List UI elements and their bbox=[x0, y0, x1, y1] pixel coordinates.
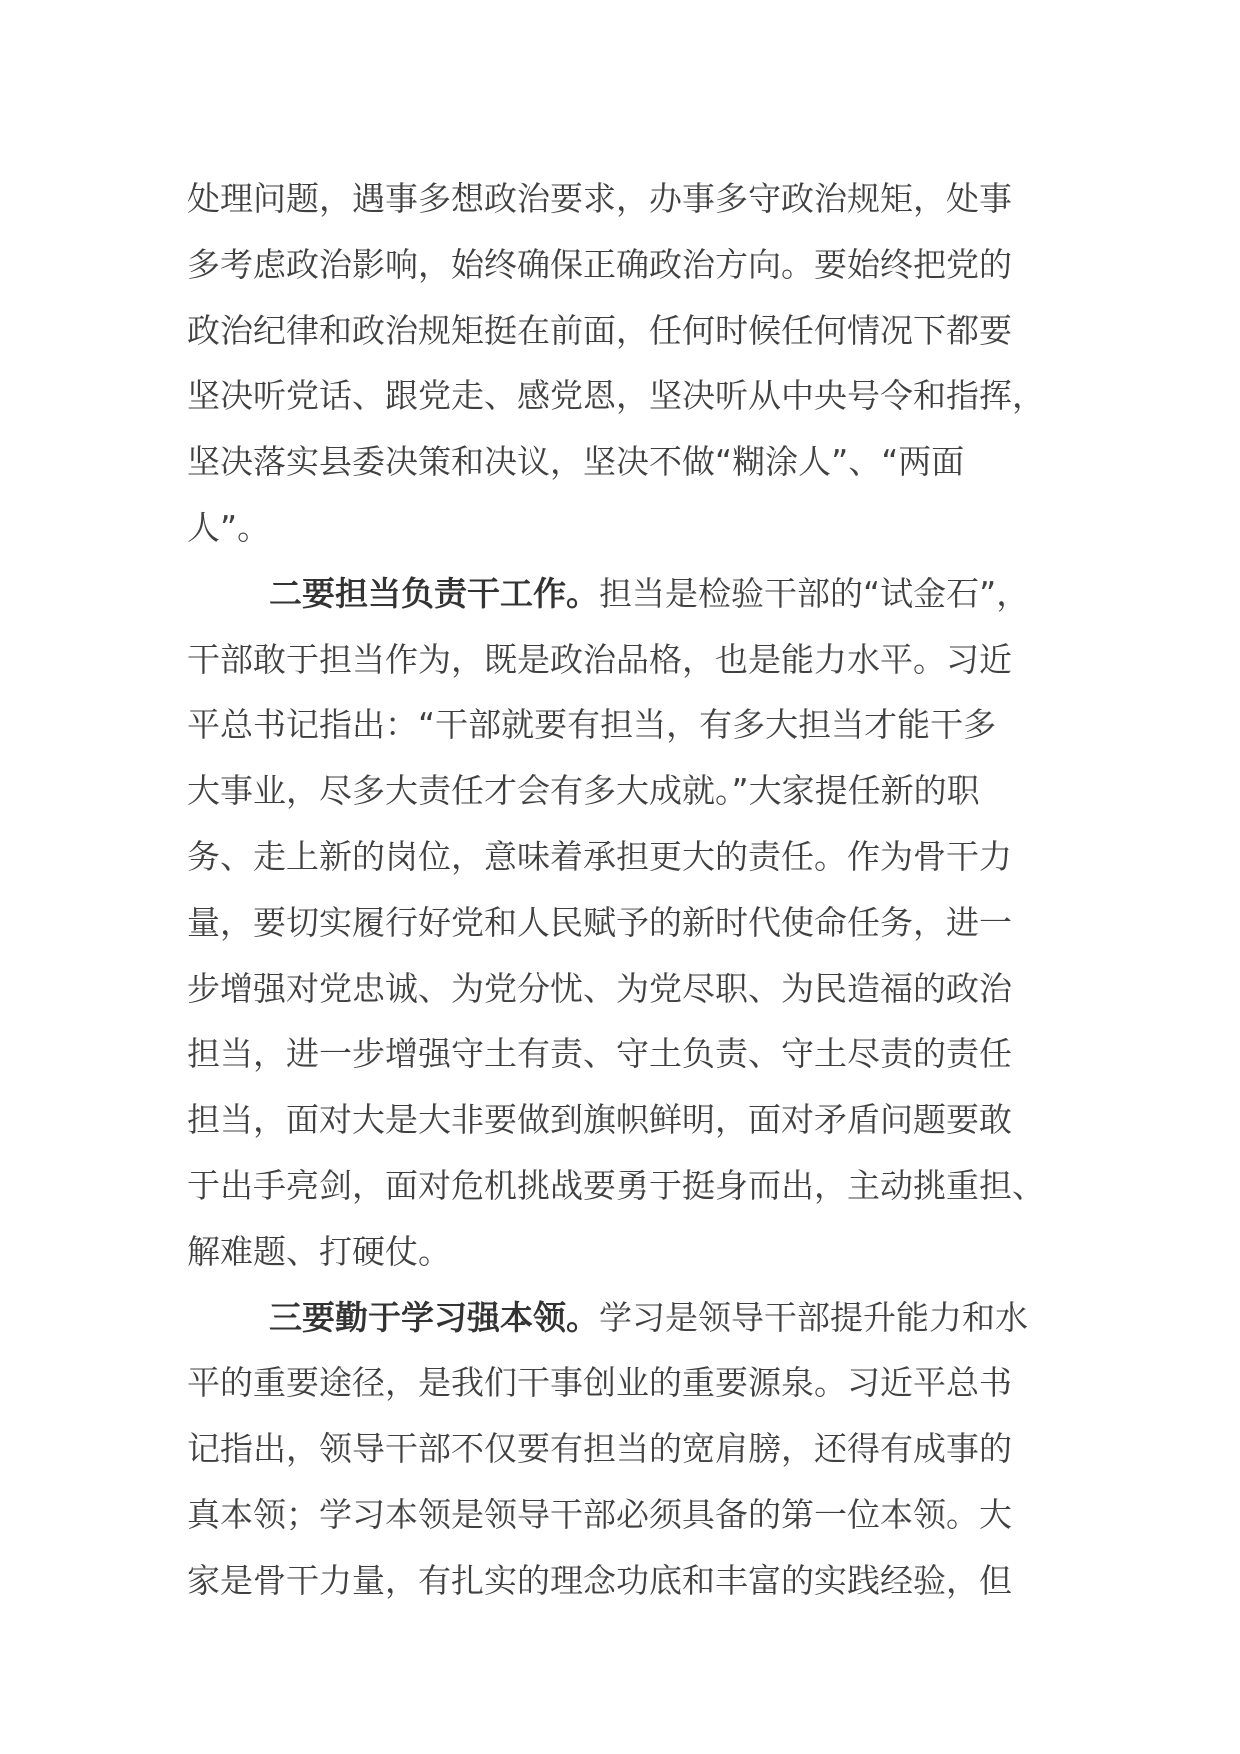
text-line: 多考虑政治影响，始终确保正确政治方向。要始终把党的 bbox=[187, 244, 1012, 284]
text-run: 担当是检验干部的“试金石”， bbox=[599, 573, 1030, 613]
paragraph-1 bbox=[187, 166, 1047, 561]
paragraph-heading: 二要担当负责干工作。 bbox=[269, 573, 599, 613]
text-line: 真本领；学习本领是领导干部必须具备的第一位本领。大 bbox=[187, 1494, 1012, 1534]
text-line: 务、走上新的岗位，意味着承担更大的责任。作为骨干力 bbox=[187, 836, 1012, 876]
text-line: 于出手亮剑，面对危机挑战要勇于挺身而出，主动挑重担、 bbox=[187, 1165, 1045, 1205]
text-run: 学习是领导干部提升能力和水 bbox=[599, 1297, 1028, 1337]
paragraph-first-line bbox=[187, 1285, 1047, 1351]
text-line: 干部敢于担当作为，既是政治品格，也是能力水平。习近 bbox=[187, 639, 1012, 679]
paragraph-first-line bbox=[187, 561, 1047, 627]
text-line: 担当，进一步增强守土有责、守土负责、守土尽责的责任 bbox=[187, 1034, 1012, 1074]
text-line: 解难题、打硬仗。 bbox=[187, 1231, 451, 1271]
text-line: 大事业，尽多大责任才会有多大成就。”大家提任新的职 bbox=[187, 771, 980, 811]
paragraph-3 bbox=[187, 1285, 1047, 1614]
text-line: 担当，面对大是大非要做到旗帜鲜明，面对矛盾问题要敢 bbox=[187, 1100, 1012, 1140]
text-line: 平的重要途径，是我们干事创业的重要源泉。习近平总书 bbox=[187, 1363, 1012, 1403]
text-line: 家是骨干力量，有扎实的理念功底和丰富的实践经验，但 bbox=[187, 1560, 1012, 1600]
text-line: 量，要切实履行好党和人民赋予的新时代使命任务，进一 bbox=[187, 902, 1012, 942]
text-line: 记指出，领导干部不仅要有担当的宽肩膀，还得有成事的 bbox=[187, 1429, 1012, 1469]
text-line: 坚决听党话、跟党走、感党恩，坚决听从中央号令和指挥， bbox=[187, 376, 1045, 416]
text-line: 步增强对党忠诚、为党分忧、为党尽职、为民造福的政治 bbox=[187, 968, 1012, 1008]
document-body bbox=[187, 166, 1047, 1614]
text-line: 处理问题，遇事多想政治要求，办事多守政治规矩，处事 bbox=[187, 179, 1012, 218]
paragraph-heading: 三要勤于学习强本领。 bbox=[269, 1297, 599, 1337]
text-line: 政治纪律和政治规矩挺在前面，任何时候任何情况下都要 bbox=[187, 310, 1012, 350]
text-line: 坚决落实县委决策和决议，坚决不做“糊涂人”、“两面 bbox=[187, 442, 965, 482]
text-line: 平总书记指出：“干部就要有担当，有多大担当才能干多 bbox=[187, 705, 997, 745]
paragraph-2 bbox=[187, 561, 1047, 1285]
text-line: 人”。 bbox=[187, 507, 271, 547]
